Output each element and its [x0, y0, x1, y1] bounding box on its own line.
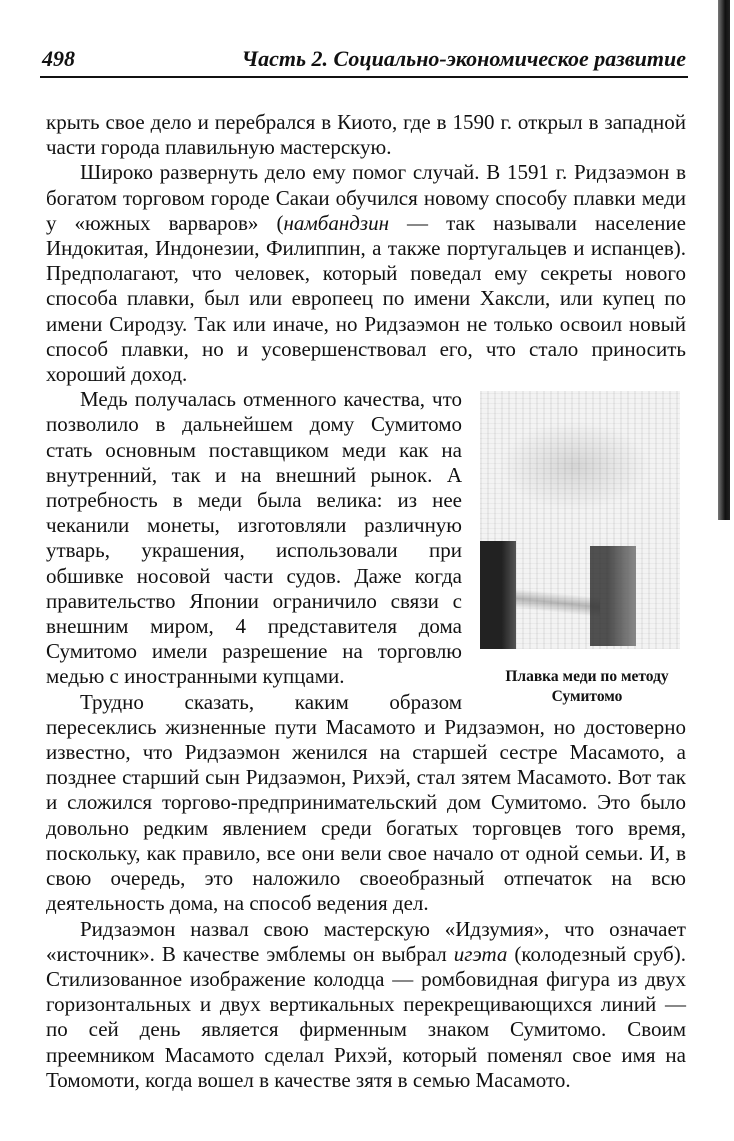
- paragraph-4: Трудно сказать, каким образом пересеклись жизненные пути Масамото и Ридзаэмон, но достоверно известно, что Ридзаэмон женился на старшей сестре Масамото, а позднее старший сын Ридзаэмон, Рихэй, стал зятем Масамото. Вот так и сложился торгово-предпринимательский дом Сумитомо. Это было довольно редким явлением среди богатых торговцев того время, поскольку, как правило, все они вели свое начало от одной семьи. И, в свою очередь, это наложило своеобразный отпечаток на всю деятельность дома, на способ ведения дел.: [46, 689, 686, 916]
- paragraph-1: крыть свое дело и перебрался в Киото, где в 1590 г. открыл в западной части города плавильную мастерскую.: [46, 110, 686, 160]
- page-header: [40, 44, 688, 78]
- paragraph-5: Ридзаэмон назвал свою мастерскую «Идзумия», что означает «источник». В качестве эмблемы он выбрал игэта (колодезный сруб). Стилизованное изображение колодца — ромбовидная фигура из двух горизонтальных и двух вертикальных перекрещивающихся линий — по сей день является фирменным знаком Сумитомо. Своим преемником Масамото сделал Рихэй, который поменял свое имя на Томомоти, когда вошел в качестве зятя в семью Масамото.: [46, 916, 686, 1092]
- scan-edge: [718, 0, 730, 520]
- paragraph-2: Широко развернуть дело ему помог случай. В 1591 г. Ридзаэмон в богатом торговом городе Сакаи обучился новому способу плавки меди у «южных варваров» (намбандзин — так называли население Индокитая, Индонезии, Филиппин, а также португальцев и испанцев). Предполагают, что человек, который поведал ему секреты нового способа плавки, был или европеец по имени Хаксли, или купец по имени Сиродзу. Так или иначе, но Ридзаэмон не только освоил новый способ плавки, но и усовершенствовал его, что стало приносить хороший доход.: [46, 160, 686, 387]
- figure-photo: [480, 391, 680, 649]
- page-number: 498: [42, 46, 75, 71]
- term-nambandzin: намбандзин: [283, 210, 390, 235]
- figure-caption: Плавка меди по методу Сумитомо: [505, 668, 669, 706]
- body-text: [46, 110, 686, 1093]
- figure: [474, 391, 686, 707]
- paragraph-3: Медь получалась отменного качества, что позволило в дальнейшем дому Сумитомо стать основным поставщиком меди как на внутренний, так и на внешний рынок. А потребность в меди была велика: из нее чеканили монеты, изготовляли различную утварь, украшения, использовали при обшивке носовой части судов. Даже когда правительство Японии ограничило связи с внешним миром, 4 представителя дома Сумитомо имели разрешение на торговлю медью с иностранными купцами.: [46, 387, 462, 689]
- running-head: Часть 2. Социально-экономическое развитие: [241, 46, 686, 71]
- term-igeta: игэта: [453, 941, 508, 966]
